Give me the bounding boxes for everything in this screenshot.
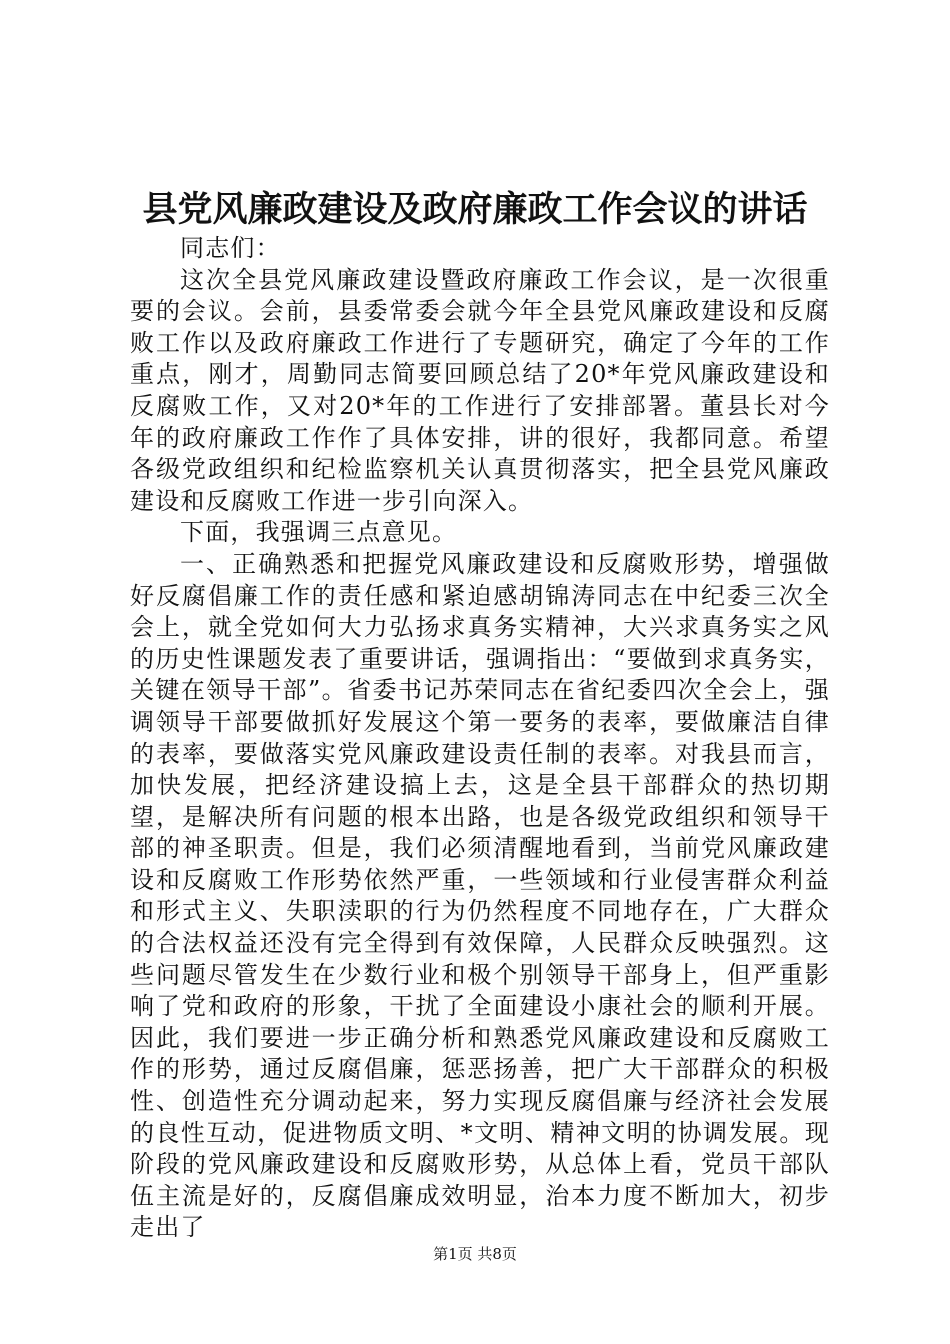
page-number-footer: 第1页 共8页 [433, 1245, 517, 1263]
document-title: 县党风廉政建设及政府廉政工作会议的讲话 [142, 189, 808, 230]
body-paragraph: 下面，我强调三点意见。 [180, 518, 458, 547]
body-paragraph: 一、正确熟悉和把握党风廉政建设和反腐败形势，增强做好反腐倡廉工作的责任感和紧迫感胡锦涛同志在中纪委三次全会上，就全党如何大力弘扬求真务实精神，大兴求真务实之风的历史性课题发表了重要讲话，强调指出：“要做到求真务实，关键在领导干部”。省委书记苏荣同志在省纪委四次全会上，强调领导干部要做抓好发展这个第一要务的表率，要做廉洁自律的表率，要做落实党风廉政建设责任制的表率。对我县而言，加快发展，把经济建设搞上去，这是全县干部群众的热切期望，是解决所有问题的根本出路，也是各级党政组织和领导干部的神圣职责。但是，我们必须清醒地看到，当前党风廉政建设和反腐败工作形势依然严重，一些领域和行业侵害群众利益和形式主义、失职渎职的行为仍然程度不同地存在，广大群众的合法权益还没有完全得到有效保障，人民群众反映强烈。这些问题尽管发生在少数行业和极个别领导干部身上，但严重影响了党和政府的形象，干扰了全面建设小康社会的顺利开展。因此，我们要进一步正确分析和熟悉党风廉政建设和反腐败工作的形势，通过反腐倡廉，惩恶扬善，把广大干部群众的积极性、创造性充分调动起来，努力实现反腐倡廉与经济社会发展的良性互动，促进物质文明、*文明、精神文明的协调发展。现阶段的党风廉政建设和反腐败形势，从总体上看，党员干部队伍主流是好的，反腐倡廉成效明显，治本力度不断加大，初步走出了 [130, 549, 830, 1242]
salutation-paragraph: 同志们： [180, 234, 281, 262]
document-body [130, 233, 830, 1244]
body-paragraph: 这次全县党风廉政建设暨政府廉政工作会议，是一次很重要的会议。会前，县委常委会就今年全县党风廉政建设和反腐败工作以及政府廉政工作进行了专题研究，确定了今年的工作重点，刚才，周勤同志简要回顾总结了20*年党风廉政建设和反腐败工作，又对20*年的工作进行了安排部署。董县长对今年的政府廉政工作作了具体安排，讲的很好，我都同意。希望各级党政组织和纪检监察机关认真贯彻落实，把全县党风廉政建设和反腐败工作进一步引向深入。 [130, 265, 830, 515]
